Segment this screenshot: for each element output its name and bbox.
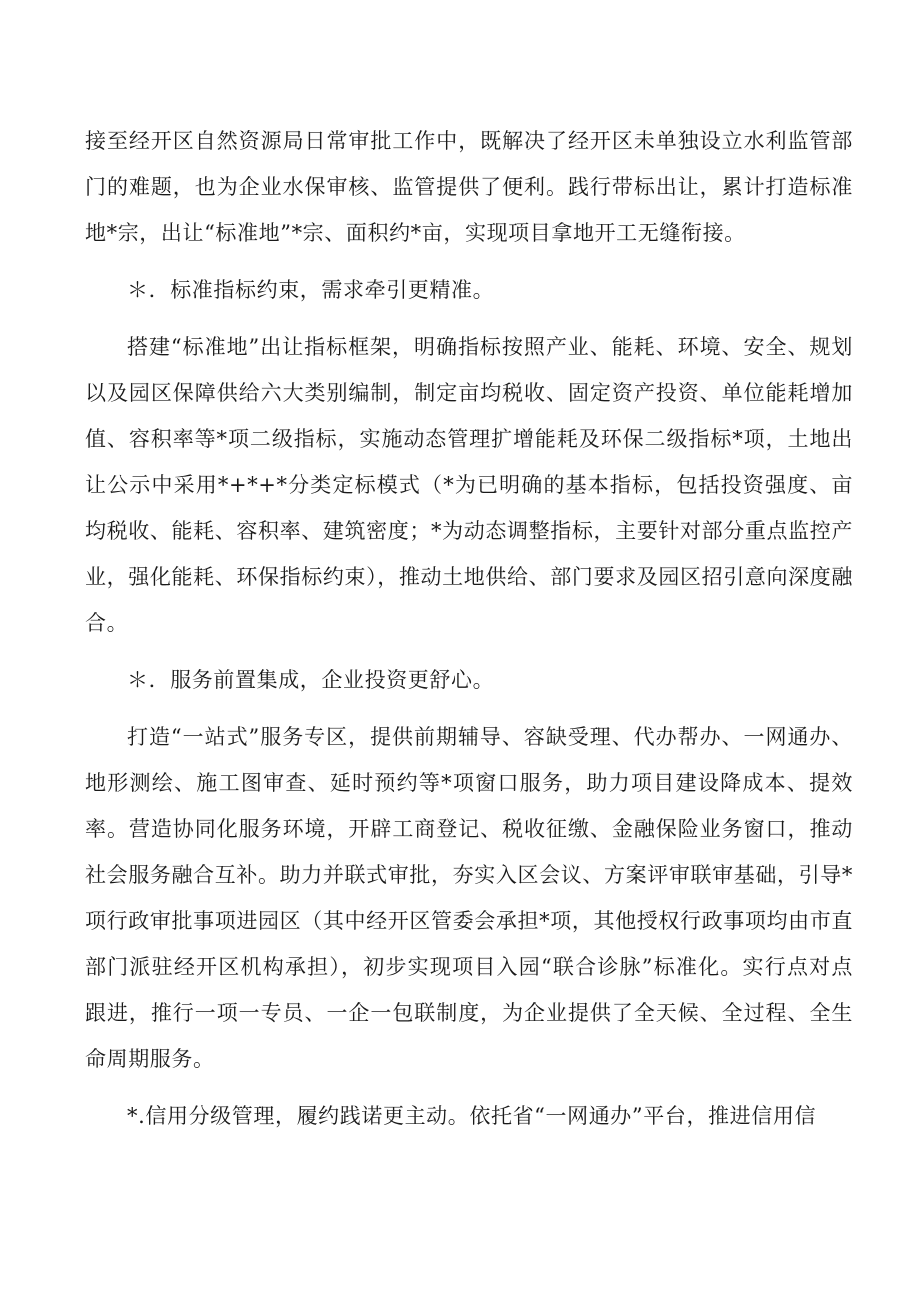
paragraph-continuation: 接至经开区自然资源局日常审批工作中，既解决了经开区未单独设立水利监管部门的难题，也为企业水保审核、监管提供了便利。践行带标出让，累计打造标准地*宗，出让“标准地”*宗、面积约*亩，实现项目拿地开工无缝衔接。 <box>85 129 853 245</box>
paragraph-credit-management: *.信用分级管理，履约践诺更主动。依托省“一网通办”平台，推进信用信 <box>127 1104 817 1128</box>
paragraph-indicator-framework: 搭建“标准地”出让指标框架，明确指标按照产业、能耗、环境、安全、规划以及园区保障供给六大类别编制，制定亩均税收、固定资产投资、单位能耗增加值、容积率等*项二级指标，实施动态管理扩增能耗及环保二级指标*项，土地出让公示中采用*+*+*分类定标模式（*为已明确的基本指标，包括投资强度、亩均税收、能耗、容积率、建筑密度；*为动态调整指标，主要针对部分重点监控产业，强化能耗、环保指标约束），推动土地供给、部门要求及园区招引意向深度融合。 <box>85 335 853 635</box>
document-body <box>85 118 853 1139</box>
section-heading-service-integration: ＊．服务前置集成，企业投资更舒心。 <box>127 668 495 692</box>
section-heading-standard-indicators: ＊．标准指标约束，需求牵引更精准。 <box>127 278 495 302</box>
paragraph-one-stop-service: 打造“一站式”服务专区，提供前期辅导、容缺受理、代办帮办、一网通办、地形测绘、施工图审查、延时预约等*项窗口服务，助力项目建设降成本、提效率。营造协同化服务环境，开辟工商登记、税收征缴、金融保险业务窗口，推动社会服务融合互补。助力并联式审批，夯实入区会议、方案评审联审基础，引导*项行政审批事项进园区（其中经开区管委会承担*项，其他授权行政事项均由市直部门派驻经开区机构承担），初步实现项目入园“联合诊脉”标准化。实行点对点跟进，推行一项一专员、一企一包联制度，为企业提供了全天候、全过程、全生命周期服务。 <box>85 725 853 1071</box>
